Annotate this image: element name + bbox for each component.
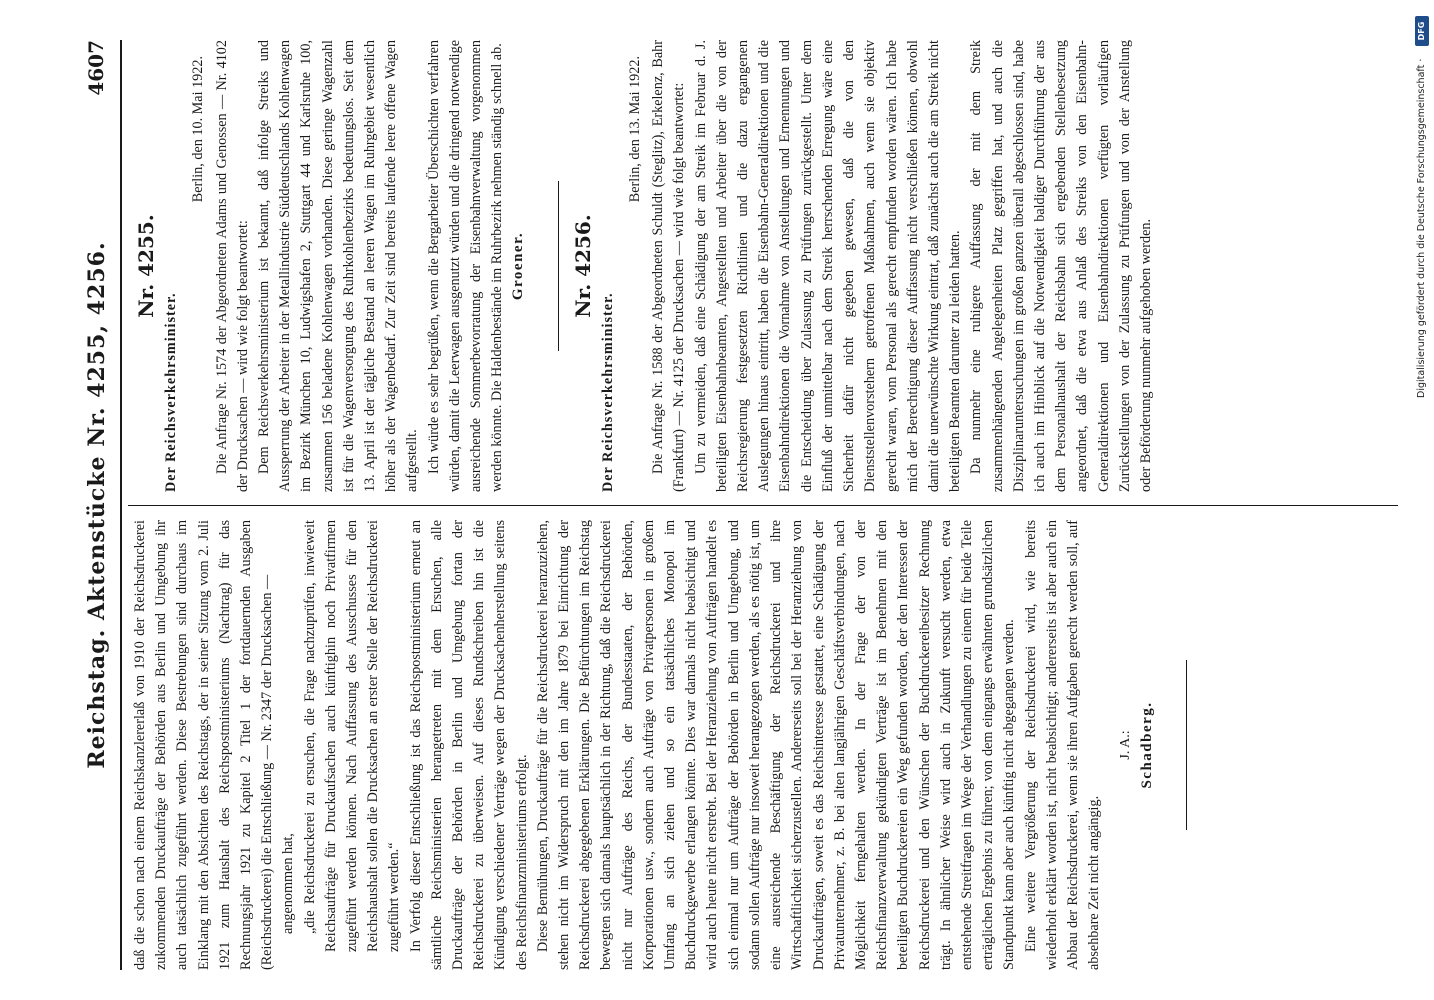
section-rule bbox=[1186, 660, 1187, 830]
paragraph: Da nunmehr eine ruhigere Auffassung der mit dem Streik zusammenhängenden Angelegenheiten Platz gegriffen hat, und auch die Disziplinaruntersuchungen im großen ganzen überall abgeschlossen sind, habe ich auch im Hinblick auf die Notwendigkeit baldiger Durchführung der aus dem Personalhaushalt der Reichsbahn sich ergebenden Stellenbesetzung angeordnet, daß die etwa aus Anlaß des Streiks von den Eisenbahn-Generaldirektionen und Eisenbahndirektionen verfügten vorläufigen Zurückstellungen von der Zulassung zu Prüfungen und von der Anstellung oder Beförderung nunmehr aufgehoben werden. bbox=[968, 40, 1154, 492]
addressee: Der Reichsverkehrsminister. bbox=[163, 292, 180, 492]
date-line: Berlin, den 13. Mai 1922. bbox=[627, 56, 644, 203]
paragraph: Diese Bemühungen, Druckaufträge für die Reichsdruckerei heranzuziehen, stehen nicht im Widerspruch mit den im Jahre 1879 bei Einrichtung der Reichsdruckerei abgegebenen Erklärungen. Die Befürchtungen im Reichstag bewegten sich damals hauptsächlich in der Richtung, daß die Reichsdruckerei nicht nur Aufträge des Reichs, der Bundesstaaten, der Behörden, Korporationen usw., sondern auch Aufträge von Privatpersonen in großem Umfang an sich ziehen und so ein tatsächliches Monopol im Buchdruckgewerbe erlangen könnte. Dies war damals nicht beabsichtigt und wird auch heute nicht erstrebt. Bei der Heranziehung von Aufträgen handelt es sich einmal nur um Aufträge der Behörden in Berlin und Umgebung, und sodann sollen Aufträge nur insoweit herangezogen werden, als es nötig ist, um eine ausreichende Beschäftigung der Reichsdruckerei und ihre Wirtschaftlichkeit sicherzustellen. Andererseits soll bei der Heranziehung von Druckaufträgen, soweit es das Reichsinteresse gestattet, eine Schädigung der Privatunternehmer, z. B. bei alten langjährigen Geschäftsverbindungen, nach Möglichkeit ferngehalten werden. In der Frage der von der Reichsfinanzverwaltung gekündigten Verträge ist im Benehmen mit den beteiligten Buchdruckereien ein Weg gefunden worden, der den Interessen der Reichsdruckerei und den Wünschen der Buchdruckereibesitzer Rechnung trägt. In ähnlicher Weise wird auch in Zukunft versucht werden, etwa entstehende Streitfragen im Wege der Verhandlungen zu einem für beide Teile erträglichen Ergebnis zu führen; von dem eingangs erwähnten grundsätzlichen Standpunkt kann aber auch künftig nicht abgegangen werden. bbox=[534, 520, 1018, 970]
signature-name: Schadberg. bbox=[1138, 701, 1155, 789]
paragraph: Ich würde es sehr begrüßen, wenn die Bergarbeiter Überschichten verfahren würden, damit die Leerwagen ausgenutzt würden und die dringend notwendige ausreichende Sommerbevorratung der Eisenbahnverwaltung vorgenommen werden könnte. Die Haldenbestände im Ruhrbezirk nehmen ständig schnell ab. bbox=[425, 40, 506, 492]
section-rule bbox=[558, 181, 559, 351]
paragraph: Eine weitere Vergrößerung der Reichsdruckerei wird, wie bereits wiederholt erklärt worden ist, nicht beabsichtigt; andererseits ist aber auch ein Abbau der Reichsdruckerei, wenn sie ihren Aufgaben gerecht werden soll, auf absehbare Zeit nicht angängig. bbox=[1022, 520, 1103, 970]
paragraph: Um zu vermeiden, daß eine Schädigung der am Streik im Februar d. J. beteiligten Eisenbahnbeamten, Angestellten und Arbeiter über die von der Reichsregierung festgesetzten Richtlinien und die dazu ergangenen Auslegungen hinaus eintritt, haben die Eisenbahn-Generaldirektionen und die Eisenbahndirektionen die Vornahme von Anstellungen und Ernennungen und die Entscheidung über Zulassung zu Prüfungen zurückgestellt. Unter dem Einfluß der unmittelbar nach dem Streik herrschenden Erregung wäre eine Sicherheit dafür nicht gegeben gewesen, daß die von den Dienststellenvorstehern getroffenen Maßnahmen, auch wenn sie objektiv gerecht waren, vom Personal als gerecht empfunden worden wären. Ich habe mich der Berechtigung dieser Auffassung nicht verschließen können, obwohl damit die unerwünschte Wirkung eintrat, daß zunächst auch die am Streik nicht beteiligten Beamten darunter zu leiden hatten. bbox=[692, 40, 964, 492]
funding-stamp bbox=[1414, 8, 1430, 988]
signature-abbreviation: J. A.: bbox=[1118, 730, 1134, 760]
paragraph: In Verfolg dieser Entschließung ist das Reichspostministerium erneut an sämtliche Reichsministerien herangetreten mit dem Ersuchen, alle Druckaufträge der Behörden in Berlin und Umgebung fortan der Reichsdruckerei zu überweisen. Auf dieses Rundschreiben hin ist die Kündigung verschiedener Verträge wegen der Drucksachenherstellung seitens des Reichsfinanzministeriums erfolgt. bbox=[407, 520, 530, 970]
left-column bbox=[130, 520, 1400, 970]
resolution-quote: „die Reichsdruckerei zu ersuchen, die Frage nachzuprüfen, inwieweit Reichsaufträge für Druckaufsachen auch künftighin noch Privatfirmen zugeführt werden können. Nach Auffassung des Ausschusses für den Reichshaushalt sollen die Drucksachen an erster Stelle der Reichsdruckerei zugeführt werden.“ bbox=[301, 520, 403, 952]
dfg-logo-text: DFG bbox=[1417, 21, 1426, 41]
date-line: Berlin, den 10. Mai 1922. bbox=[190, 56, 207, 203]
running-title: Reichstag. Aktenstücke Nr. 4255, 4256. bbox=[84, 241, 110, 769]
paragraph: Dem Reichsverkehrsministerium ist bekannt, daß infolge Streiks und Aussperrung der Arbeiter in der Metallindustrie Süddeutschlands Kohlenwagen im Bezirk München 10, Ludwigshafen 2, Stuttgart 44 und Karlsruhe 100, zusammen 156 beladene Kohlenwagen vorhanden. Diese geringe Wagenzahl ist für die Wagenversorgung des Ruhrkohlenbezirks bedeutungslos. Seit dem 13. April ist der tägliche Bestand an leeren Wagen im Ruhrgebiet wesentlich höher als der Wagenbedarf. Zur Zeit sind bereits laufende leere offene Wagen aufgestellt. bbox=[256, 40, 421, 492]
inquiry-intro: Die Anfrage Nr. 1588 der Abgeordneten Schuldt (Steglitz), Erkelenz, Bahr (Frankfurt) — Nr. 4125 der Drucksachen — wird wie folgt beantwortet: bbox=[650, 40, 688, 492]
addressee: Der Reichsverkehrsminister. bbox=[599, 292, 616, 492]
column-divider bbox=[128, 505, 1398, 506]
paragraph: daß die schon nach einem Reichskanzlererlaß von 1910 der Reichsdruckerei zukommenden Druckaufträge der Behörden aus Berlin und Umgebung ihr auch tatsächlich zugeführt werden. Diese Bestrebungen sind durchaus im Einklang mit den Absichten des Reichstags, der in seiner Sitzung vom 2. Juli 1921 zum Haushalt des Reichspostministeriums (Nachtrag) für das Rechnungsjahr 1921 zu Kapitel 2 Titel 1 der fortdauernden Ausgaben (Reichsdruckerei) die Entschließung — Nr. 2347 der Drucksachen — bbox=[132, 520, 276, 970]
document-number: Nr. 4255. bbox=[134, 214, 158, 318]
inquiry-intro: Die Anfrage Nr. 1574 der Abgeordneten Adams und Genossen — Nr. 4102 der Drucksachen — wird wie folgt beantwortet: bbox=[213, 40, 251, 492]
rotated-page bbox=[80, 40, 1410, 970]
signature-block bbox=[1115, 520, 1157, 970]
page-header bbox=[80, 40, 122, 970]
right-column bbox=[130, 40, 1400, 492]
document-number: Nr. 4256. bbox=[570, 214, 595, 318]
paragraph: angenommen hat, bbox=[280, 833, 297, 934]
signature-name: Groener. bbox=[510, 231, 527, 301]
page-number: 4607 bbox=[84, 40, 108, 96]
funding-notice: Digitalisierung gefördert durch die Deutsche Forschungsgemeinschaft · bbox=[1416, 58, 1427, 398]
